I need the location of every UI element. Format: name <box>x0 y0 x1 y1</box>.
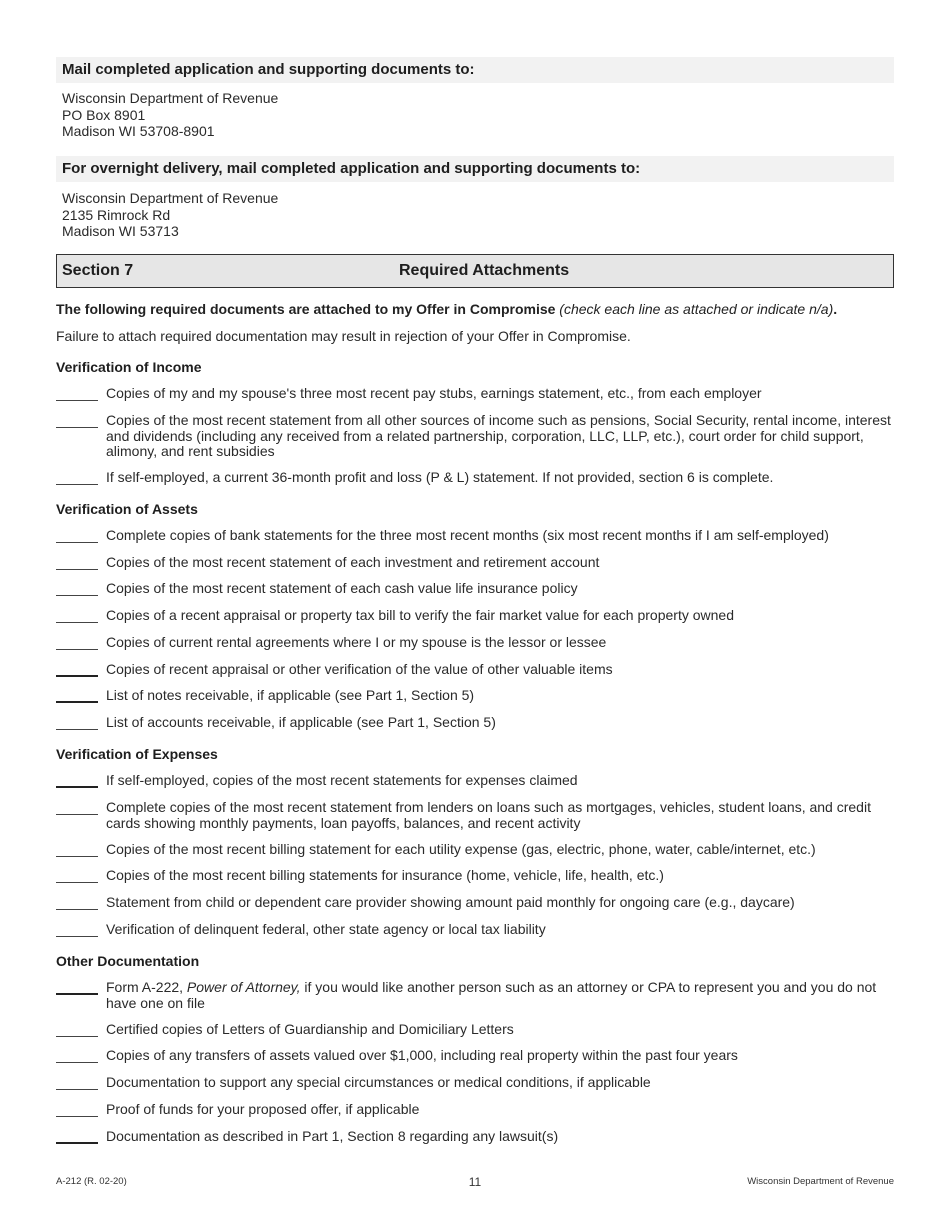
item-text <box>106 980 896 1011</box>
check-line[interactable] <box>56 484 98 485</box>
check-line[interactable] <box>56 882 98 883</box>
item-text: If self-employed, copies of the most recent statements for expenses claimed <box>106 772 578 788</box>
check-line[interactable] <box>56 701 98 703</box>
item-text: Copies of current rental agreements where I or my spouse is the lessor or lessee <box>106 634 607 650</box>
check-line[interactable] <box>56 729 98 730</box>
intro-italic: (check each line as attached or indicate n/a) <box>559 301 834 317</box>
check-line[interactable] <box>56 1142 98 1144</box>
item-text: Copies of the most recent statement of each cash value life insurance policy <box>106 580 578 596</box>
overnight-address <box>62 190 278 240</box>
assets-heading: Verification of Assets <box>56 501 198 517</box>
form-item-prefix: Form A-222, <box>106 979 187 995</box>
failure-warning: Failure to attach required documentation may result in rejection of your Offer in Compromise. <box>56 328 631 344</box>
form-item-title: Power of Attorney, <box>186 979 301 995</box>
mail-heading: Mail completed application and supporting documents to: <box>56 57 894 83</box>
check-line[interactable] <box>56 542 98 543</box>
item-text: Copies of any transfers of assets valued over $1,000, including real property within the past four years <box>106 1047 738 1063</box>
item-text: If self-employed, a current 36-month profit and loss (P & L) statement. If not provided, section 6 is complete. <box>106 469 774 485</box>
footer-form-id: A-212 (R. 02-20) <box>56 1176 127 1187</box>
item-text: Copies of a recent appraisal or property tax bill to verify the fair market value for each property owned <box>106 607 734 623</box>
item-text: Copies of my and my spouse's three most recent pay stubs, earnings statement, etc., from each employer <box>106 385 762 401</box>
item-text: Complete copies of bank statements for the three most recent months (six most recent months if I am self-employed) <box>106 527 829 543</box>
overnight-address-line: Wisconsin Department of Revenue <box>62 190 279 206</box>
mail-address-line: Wisconsin Department of Revenue <box>62 90 279 106</box>
expenses-heading: Verification of Expenses <box>56 746 218 762</box>
check-line[interactable] <box>56 400 98 401</box>
check-line[interactable] <box>56 1036 98 1037</box>
item-text: Verification of delinquent federal, other state agency or local tax liability <box>106 921 546 937</box>
check-line[interactable] <box>56 649 98 650</box>
check-line[interactable] <box>56 675 98 677</box>
section-number: Section 7 <box>62 262 134 279</box>
mail-address <box>62 90 278 140</box>
item-text: Complete copies of the most recent statement from lenders on loans such as mortgages, vehicles, student loans, and credit cards showing monthly payments, loan payoffs, balances, and recent activity <box>106 799 871 831</box>
check-line[interactable] <box>56 1062 98 1063</box>
section-header <box>56 254 894 288</box>
footer-agency: Wisconsin Department of Revenue <box>747 1176 894 1187</box>
check-line[interactable] <box>56 569 98 570</box>
check-line[interactable] <box>56 427 98 428</box>
overnight-heading: For overnight delivery, mail completed application and supporting documents to: <box>56 156 894 182</box>
check-line[interactable] <box>56 1089 98 1090</box>
item-text: Copies of the most recent statement from all other sources of income such as pensions, Social Security, rental income, interest and dividends (including any received from a related partnership, corporation, LLC, LLP, etc.), court order for child support, alimony, and rent subsidies <box>106 412 891 459</box>
item-text: Copies of the most recent statement of each investment and retirement account <box>106 554 600 570</box>
other-heading: Other Documentation <box>56 953 200 969</box>
form-item-suffix: if you would like another person such as an attorney or CPA to represent you and you do not have one on file <box>106 979 877 1011</box>
check-line[interactable] <box>56 786 98 788</box>
check-line[interactable] <box>56 856 98 857</box>
item-text: Copies of the most recent billing statements for insurance (home, vehicle, life, health, etc.) <box>106 867 664 883</box>
item-text: Certified copies of Letters of Guardianship and Domiciliary Letters <box>106 1021 514 1037</box>
check-line[interactable] <box>56 814 98 815</box>
intro-end: . <box>833 301 838 317</box>
check-line[interactable] <box>56 909 98 910</box>
check-line[interactable] <box>56 936 98 937</box>
mail-address-line: PO Box 8901 <box>62 106 146 123</box>
item-text: List of accounts receivable, if applicable (see Part 1, Section 5) <box>106 714 496 730</box>
item-text: Statement from child or dependent care provider showing amount paid monthly for ongoing care (e.g., daycare) <box>106 894 795 910</box>
intro-statement <box>56 300 837 318</box>
income-heading: Verification of Income <box>56 359 202 375</box>
check-line[interactable] <box>56 622 98 623</box>
item-text: Documentation to support any special circumstances or medical conditions, if applicable <box>106 1074 651 1090</box>
item-text: List of notes receivable, if applicable (see Part 1, Section 5) <box>106 687 475 703</box>
item-text: Copies of recent appraisal or other verification of the value of other valuable items <box>106 661 613 677</box>
item-text: Documentation as described in Part 1, Section 8 regarding any lawsuit(s) <box>106 1128 559 1144</box>
item-text: Proof of funds for your proposed offer, if applicable <box>106 1101 420 1117</box>
footer-page-number: 11 <box>468 1175 482 1189</box>
mail-address-line: Madison WI 53708-8901 <box>62 123 215 139</box>
intro-bold: The following required documents are attached to my Offer in Compromise <box>56 301 556 317</box>
overnight-address-line: Madison WI 53713 <box>62 223 179 239</box>
item-text: Copies of the most recent billing statement for each utility expense (gas, electric, phone, water, cable/internet, etc.) <box>106 841 816 857</box>
check-line[interactable] <box>56 993 98 995</box>
section-title: Required Attachments <box>399 262 570 279</box>
check-line[interactable] <box>56 1116 98 1117</box>
overnight-address-line: 2135 Rimrock Rd <box>62 206 171 223</box>
check-line[interactable] <box>56 595 98 596</box>
